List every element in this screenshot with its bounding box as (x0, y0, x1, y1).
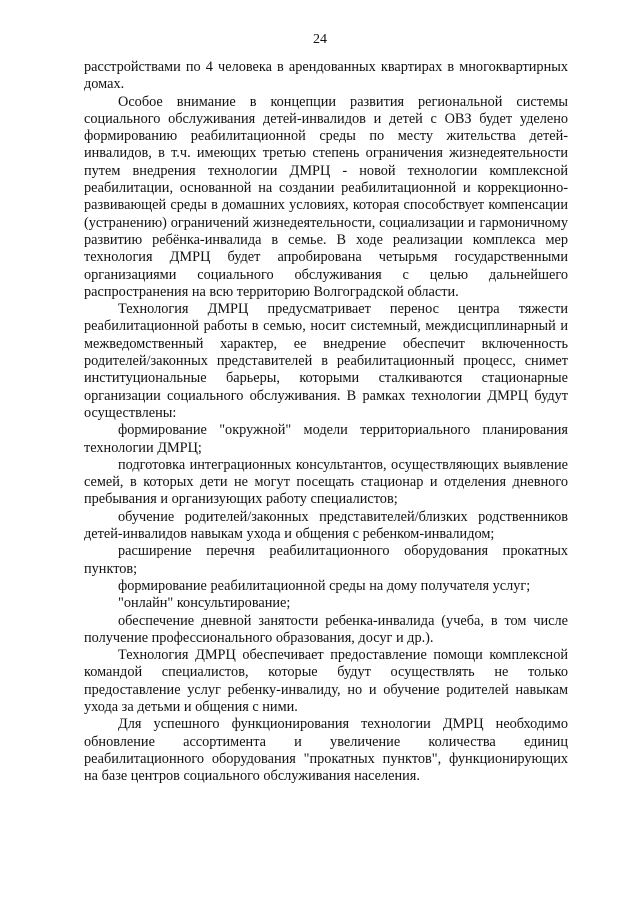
paragraph-3: Технология ДМРЦ предусматривает перенос центра тяжести реабилитационной работы в семью, носит системный, междисциплинарный и межведомственный характер, ее внедрение обеспечит включенность родителей/законных представителей в реабилитационный процесс, снимет институциональные барьеры, которыми сталкиваются стационарные организации социального обслуживания. В рамках технологии ДМРЦ будут осуществлены: (84, 301, 568, 421)
document-body (84, 59, 568, 785)
page-number: 24 (313, 32, 327, 47)
paragraph-1: расстройствами по 4 человека в арендованных квартирах в многоквартирных домах. (84, 59, 568, 93)
list-item-home-environment: формирование реабилитационной среды на дому получателя услуг; (118, 577, 531, 594)
paragraph-equipment-update: Для успешного функционирования технологии ДМРЦ необходимо обновление ассортимента и увеличение количества единиц реабилитационного оборудования "прокатных пунктов", функционирующих на базе центров социального обслуживания населения. (84, 716, 568, 785)
list-item-territorial-planning: формирование "окружной" модели территориального планирования технологии ДМРЦ; (84, 422, 568, 456)
list-item-parent-training: обучение родителей/законных представителей/близких родственников детей-инвалидов навыкам ухода и общения с ребенком-инвалидом; (84, 508, 568, 543)
paragraph-team-assistance: Технология ДМРЦ обеспечивает предоставление помощи комплексной командой специалистов, которые будут осуществлять не только предоставление услуг ребенку-инвалиду, но и обучение родителей навыкам ухода за детьми и общения с ними. (84, 647, 568, 715)
list-item-rental-equipment: расширение перечня реабилитационного оборудования прокатных пунктов; (84, 543, 568, 577)
list-item-integration-consultants: подготовка интеграционных консультантов, осуществляющих выявление семей, в которых дети не могут посещать стационар и отделения дневного пребывания и организующих работу специалистов; (84, 456, 568, 508)
list-item-daytime-occupation: обеспечение дневной занятости ребенка-инвалида (учеба, в том числе получение профессионального образования, досуг и др.). (84, 612, 568, 646)
list-item-online-consulting: "онлайн" консультирование; (118, 595, 291, 612)
paragraph-2: Особое внимание в концепции развития региональной системы социального обслуживания детей-инвалидов и детей с ОВЗ будет уделено формированию реабилитационной среды по месту жительства детей-инвалидов, в т.ч. имеющих третью степень ограничения жизнедеятельности путем внедрения технологии ДМРЦ - новой технологии комплексной реабилитации, основанной на создании реабилитационной и коррекционно-развивающей среды в домашних условиях, которая способствует компенсации (устранению) ограничений жизнедеятельности, социализации и гармоничному развитию ребёнка-инвалида в семье. В ходе реализации комплекса мер технология ДМРЦ будет апробирована четырьмя государственными организациями социального обслуживания с целью дальнейшего распространения на всю территорию Волгоградской области. (84, 93, 568, 300)
